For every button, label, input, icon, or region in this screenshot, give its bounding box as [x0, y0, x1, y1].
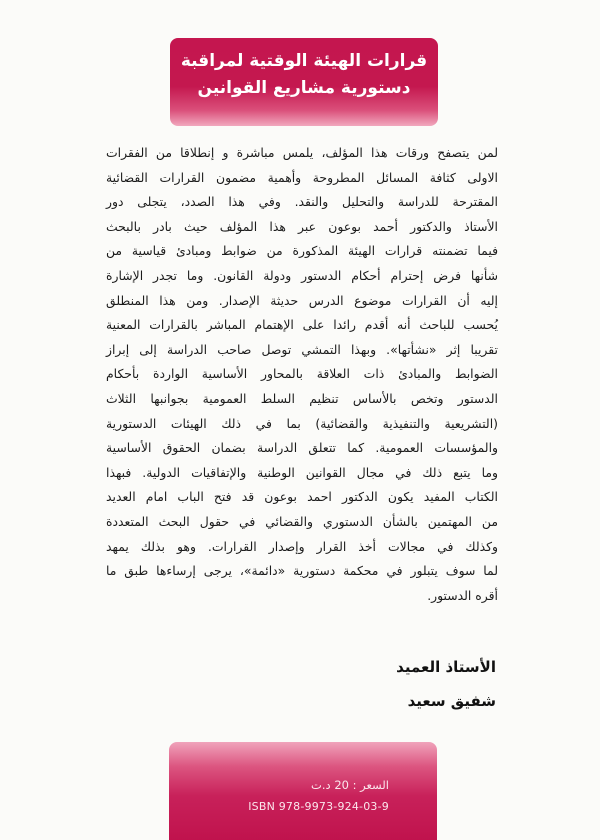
- book-title-line-1: قرارات الهيئة الوقتية لمراقبة: [180, 51, 428, 71]
- foreword-text: [106, 141, 498, 608]
- title-banner: [170, 38, 438, 126]
- foreword-line: لمن يتصفح ورقات هذا المؤلف، يلمس مباشرة و إنطلاقا من الفقرات: [106, 145, 498, 160]
- foreword-line: يُحسب للباحث أنه أقدم رائدا على الإهتمام المباشر بالقرارات المعنية: [106, 317, 498, 333]
- foreword-line: تقريبا إثر «نشأتها». وبهذا التمشي توصل صاحب الدراسة إلى إبراز: [106, 341, 498, 357]
- signature-name: شفيق سعيد: [407, 692, 496, 710]
- signature-title: الأستاذ العميد: [396, 658, 496, 676]
- book-title-line-2: دستورية مشاريع القوانين: [197, 78, 411, 98]
- isbn-label: ISBN 978-9973-924-03-9: [248, 800, 389, 813]
- foreword-line: فيما تضمنته قرارات الهيئة المذكورة من ضوابط ومبادئ قياسية من: [106, 243, 498, 259]
- foreword-line: الدستور وتخص بالأساس تنظيم السلط العمومية بجوانبها الثلاث: [106, 390, 498, 406]
- foreword-line: شأنها فرض إحترام أحكام الدستور ودولة القانون. وما تجدر الإشارة: [106, 267, 498, 283]
- foreword-line: من المهتمين بالشأن الدستوري والقضائي في حقول البحث المتعددة: [106, 513, 498, 529]
- foreword-line: الضوابط والمبادئ ذات العلاقة بالمحاور الأساسية الواردة بأحكام: [106, 366, 498, 382]
- foreword-line: الاولى كثافة المسائل المطروحة وأهمية مضمون القرارات القضائية: [106, 169, 498, 185]
- foreword-line: والمؤسسات العمومية. كما تتعلق الدراسة بضمان الحقوق الأساسية: [106, 440, 498, 456]
- foreword-line: الأستاذ والدكتور أحمد بوعون عبر هذا المؤلف حيث بادر بالبحث: [106, 218, 498, 234]
- foreword-line: أقره الدستور.: [427, 587, 498, 603]
- price-box: [169, 742, 437, 840]
- foreword-line: (التشريعية والتنفيذية والقضائية) بما في ذلك الهيئات الدستورية: [106, 415, 498, 431]
- price-label: السعر : 20 د.ت: [311, 778, 389, 792]
- foreword-line: وما يتبع ذلك في مجال القوانين الوطنية والإتفاقيات الدولية. فبهذا: [106, 464, 498, 480]
- foreword-line: لما سوف يتبلور في محكمة دستورية «دائمة»، يرجى إرساءها طبق ما: [106, 563, 498, 579]
- foreword-line: المقترحة للدراسة والتحليل والنقد. وفي هذا الصدد، يتجلى دور: [106, 194, 498, 210]
- foreword-line: وكذلك في مجالات أخذ القرار وإصدار القرارات. وهو بذلك يمهد: [106, 538, 498, 554]
- foreword-line: الكتاب المفيد يكون الدكتور احمد بوعون قد فتح الباب امام العديد: [106, 489, 498, 505]
- foreword-line: إليه أن القرارات موضوع الدرس حديثة الإصدار. ومن هذا المنطلق: [106, 292, 498, 308]
